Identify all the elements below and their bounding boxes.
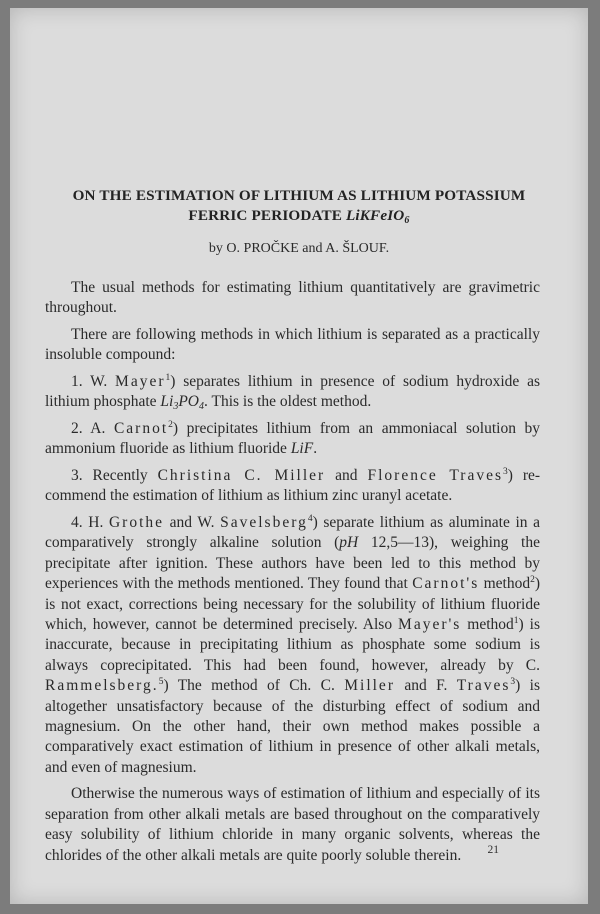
p3-text-2: . This is the oldest method.: [204, 393, 372, 411]
article-body: [45, 278, 540, 872]
paragraph-7: Otherwise the numerous ways of estimation of lithium and especially of its separation from other alkali metals are based throughout on the comparatively easy solubility of lithium chloride in many organic solvents, whereas the chlorides of the other alkali metals are quite poorly soluble therein.: [45, 785, 540, 864]
p6-footnote-ref-4: 5: [158, 677, 164, 688]
p5-and: and: [335, 467, 358, 484]
p6-mayer: Mayer's: [398, 616, 462, 634]
title-formula-subscript: 6: [404, 215, 410, 226]
p4-footnote-ref: 2: [168, 420, 173, 430]
p6-footnote-ref-1: 4: [307, 514, 313, 524]
p4-text-1: ) precipitates lithium from an ammoniacal solution by ammonium fluoride as lithium fluoride: [45, 420, 541, 458]
p6-carnot: Carnot's: [412, 575, 480, 593]
p3-text-1: ) separates lithium in presence of sodium hydroxide as lithium phosphate: [45, 373, 540, 411]
p3-author-name: Mayer: [115, 373, 166, 390]
p3-formula-po: PO: [178, 393, 199, 411]
p4-formula: LiF: [290, 440, 314, 458]
p5-number: 3. Recently: [71, 467, 148, 484]
paragraph-2: There are following methods in which lithium is separated as a practically insoluble compound:: [45, 326, 540, 364]
author-2: A. ŠLOUF.: [325, 241, 390, 256]
title-line-2: [10, 206, 588, 226]
author-1: O. PROČKE: [226, 241, 299, 256]
p6-miller: Miller: [344, 677, 395, 695]
p5-footnote-ref: 3: [502, 467, 508, 477]
title-formula-main: LiKFeIO: [345, 207, 405, 224]
p3-formula-sub-1: 3: [173, 401, 179, 413]
p3-number: 1. W.: [71, 373, 108, 390]
p4-author-name: Carnot: [113, 420, 169, 437]
byline-and: and: [302, 241, 323, 256]
page-number: 21: [487, 844, 499, 856]
p3-formula: [160, 393, 204, 413]
p6-rammelsberg: Rammelsberg.: [45, 677, 159, 695]
p6-number: 4. H.: [71, 514, 104, 531]
p6-text-7: ) The method of Ch. C.: [163, 677, 335, 695]
p5-text-1: ) recommend the estimation of lithium as lithium zinc uranyl acetate.: [45, 467, 541, 505]
p6-author-1: Grothe: [108, 514, 165, 531]
p6-author-2: Savelsberg: [220, 514, 308, 531]
p6-text-8: and F.: [394, 677, 448, 695]
p6-text-3: method: [479, 575, 531, 593]
p6-footnote-ref-3: 1: [513, 616, 519, 627]
p4-number: 2. A.: [71, 420, 106, 437]
p6-text-4: ) is not exact, corrections being necessary for the solubility of lithium fluoride which, however, cannot be determined precisely. Also: [45, 575, 540, 634]
p5-author-1: Christina C. Miller: [157, 467, 326, 484]
p3-footnote-ref: 1: [165, 373, 171, 383]
byline-by: by: [208, 241, 223, 256]
p5-author-2: Florence Traves: [367, 467, 503, 484]
paragraph-6: [45, 513, 540, 778]
p3-formula-li: Li: [160, 393, 174, 411]
p6-footnote-ref-2: 2: [530, 575, 535, 586]
p6-text-9: ) is altogether unsatisfactory because of the disturbing effect of sodium and magnesium. On the other hand, their own method makes possible a comparatively exact estimation of lithium in presence of other alkali metals, and even of magnesium.: [45, 677, 541, 776]
title-line-2-text: FERRIC PERIODATE: [188, 207, 343, 224]
title-formula: [346, 207, 410, 224]
p6-ph: pH: [339, 534, 359, 552]
author-byline: [10, 241, 588, 257]
p4-text-2: .: [313, 440, 318, 458]
p6-text-5: method: [461, 616, 514, 634]
paragraph-3: [45, 372, 540, 413]
p6-footnote-ref-5: 3: [510, 677, 516, 688]
p6-and: and W.: [169, 514, 215, 531]
article-title: [10, 186, 588, 226]
paragraph-4: [45, 419, 540, 460]
p6-traves: Traves: [456, 677, 511, 695]
p6-text-2: 12,5—13), weighing the precipitate after ignition. These authors have been led to this method by experiences with the methods mentioned. They found that: [45, 534, 540, 593]
title-line-1: ON THE ESTIMATION OF LITHIUM AS LITHIUM POTASSIUM: [72, 187, 526, 204]
p6-text-6: ) is inaccurate, because in precipitating lithium as phosphate some sodium is always coprecipitated. This had been found, however, already by C.: [45, 616, 541, 674]
journal-page: [10, 8, 588, 904]
paragraph-1: The usual methods for estimating lithium quantitatively are gravimetric throughout.: [45, 279, 540, 317]
p6-text-1: ) separate lithium as aluminate in a comparatively strongly alkaline solution (: [45, 514, 541, 552]
paragraph-5: [45, 466, 540, 507]
p3-formula-sub-2: 4: [199, 401, 204, 413]
